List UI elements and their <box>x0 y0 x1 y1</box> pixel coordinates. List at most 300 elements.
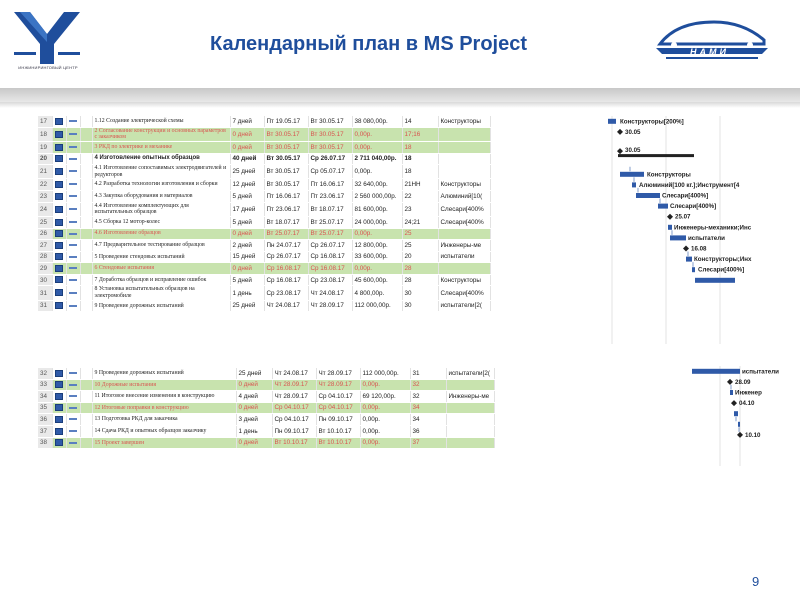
mode-cell <box>66 414 80 426</box>
mode-cell <box>66 251 80 263</box>
task-predecessors: 25 <box>402 228 438 240</box>
task-start: Пт 16.06.17 <box>264 191 308 203</box>
task-cost: 32 640,00р. <box>352 179 402 191</box>
spacer-cell <box>80 202 92 216</box>
mode-cell <box>66 425 80 437</box>
spacer-cell <box>80 414 92 426</box>
row-id: 36 <box>38 414 52 426</box>
task-predecessors: 18 <box>402 165 438 179</box>
task-start: Вт 30.05.17 <box>264 179 308 191</box>
task-predecessors: 37 <box>410 437 446 449</box>
car-logo-icon <box>652 14 772 76</box>
mode-cell <box>66 437 80 449</box>
task-row[interactable] <box>38 251 490 263</box>
spacer-cell <box>80 425 92 437</box>
task-name: 5 Проведение стендовых испытаний <box>92 251 230 263</box>
task-mode-icon <box>69 440 77 446</box>
task-name: 13 Подготовка РКД для заказчика <box>92 414 236 426</box>
task-mode-icon <box>69 181 77 187</box>
gantt-label: Конструкторы;Инх <box>694 256 752 264</box>
task-grid-icon <box>55 131 63 138</box>
row-id: 32 <box>38 368 52 379</box>
task-duration: 12 дней <box>230 179 264 191</box>
header-band-shadow <box>0 102 800 108</box>
indicator-cell <box>52 414 66 426</box>
spacer-cell <box>80 379 92 391</box>
mode-cell <box>66 286 80 300</box>
row-id: 31 <box>38 286 52 300</box>
mode-cell <box>66 402 80 414</box>
task-cost: 0,00р. <box>360 414 410 426</box>
mode-cell <box>66 300 80 312</box>
task-start: Вт 25.07.17 <box>264 228 308 240</box>
logo-brand-text: НАМИ <box>690 47 729 57</box>
task-start: Пт 23.06.17 <box>264 202 308 216</box>
mode-cell <box>66 391 80 403</box>
mode-cell <box>66 274 80 286</box>
task-cost: 2 560 000,00р. <box>352 191 402 203</box>
row-id: 28 <box>38 251 52 263</box>
task-resources: испытатели <box>438 251 490 263</box>
task-resources: испытатели[2( <box>438 300 490 312</box>
task-start: Пт 19.05.17 <box>264 116 308 127</box>
task-duration: 25 дней <box>236 368 272 379</box>
indicator-cell <box>52 402 66 414</box>
task-cost: 0,00р. <box>352 263 402 275</box>
task-name: 3 РКД по электрике и механике <box>92 141 230 153</box>
row-id: 35 <box>38 402 52 414</box>
task-start: Чт 28.09.17 <box>272 391 316 403</box>
task-row[interactable] <box>38 141 490 153</box>
gantt-label: Алюминий[100 кг.];Инструмент[4 <box>639 181 740 189</box>
gantt-label: Конструкторы[200%] <box>620 118 684 126</box>
task-resources: Конструкторы <box>438 274 490 286</box>
task-name: 8 Установка испытательных образцов на электромобиле <box>92 286 230 300</box>
indicator-cell <box>52 116 66 127</box>
row-id: 30 <box>38 274 52 286</box>
spacer-cell <box>80 216 92 228</box>
task-row[interactable] <box>38 300 490 312</box>
mode-cell <box>66 368 80 379</box>
task-cost: 0,00р. <box>360 437 410 449</box>
spacer-cell <box>80 437 92 449</box>
mode-cell <box>66 191 80 203</box>
task-cost: 0,00р. <box>360 425 410 437</box>
indicator-cell <box>52 274 66 286</box>
row-id: 23 <box>38 191 52 203</box>
task-grid-icon <box>55 428 63 435</box>
task-resources <box>438 263 490 275</box>
task-name: 11 Итоговое внесение изменения в конструкцию <box>92 391 236 403</box>
task-resources <box>438 165 490 179</box>
task-start: Вт 30.05.17 <box>264 153 308 165</box>
logo-y-icon <box>10 8 84 66</box>
task-finish: Чт 24.08.17 <box>308 286 352 300</box>
task-cost: 0,00р. <box>360 402 410 414</box>
gantt-bar <box>632 182 636 187</box>
task-start: Ср 04.10.17 <box>272 402 316 414</box>
task-row[interactable] <box>38 274 490 286</box>
task-name: 4.1 Изготовление сопоставимых электродвигателей и редукторов <box>92 165 230 179</box>
task-name: 4.5 Сборка 12 мотор-колес <box>92 216 230 228</box>
task-row[interactable] <box>38 379 494 391</box>
task-duration: 0 дней <box>236 379 272 391</box>
task-duration: 5 дней <box>230 216 264 228</box>
task-name: 10 Дорожные испытания <box>92 379 236 391</box>
gantt-milestone <box>617 129 623 135</box>
task-mode-icon <box>69 370 77 376</box>
task-predecessors: 30 <box>402 300 438 312</box>
spacer-cell <box>80 165 92 179</box>
task-duration: 25 дней <box>230 165 264 179</box>
gantt-bar <box>668 225 672 230</box>
task-row[interactable] <box>38 127 490 141</box>
mode-cell <box>66 127 80 141</box>
task-grid-icon <box>55 118 63 125</box>
task-predecessors: 25 <box>402 240 438 252</box>
header-band <box>0 88 800 102</box>
spacer-cell <box>80 274 92 286</box>
task-name: 4.4 Изготовление комплектующих для испытательных образцов <box>92 202 230 216</box>
gantt-bar <box>695 278 735 283</box>
task-start: Вт 30.05.17 <box>264 141 308 153</box>
task-duration: 0 дней <box>230 263 264 275</box>
task-duration: 40 дней <box>230 153 264 165</box>
task-mode-icon <box>69 242 77 248</box>
task-name: 4.3 Закупка оборудования и материалов <box>92 191 230 203</box>
task-row[interactable] <box>38 263 490 275</box>
task-mode-icon <box>69 156 77 162</box>
task-mode-icon <box>69 416 77 422</box>
task-cost: 24 000,00р. <box>352 216 402 228</box>
task-duration: 0 дней <box>230 228 264 240</box>
task-duration: 15 дней <box>230 251 264 263</box>
gantt-label: Слесари[400%] <box>670 203 717 211</box>
task-row[interactable] <box>38 437 494 449</box>
task-mode-icon <box>69 303 77 309</box>
task-cost: 4 800,00р. <box>352 286 402 300</box>
task-name: 12 Итоговые поправки в конструкцию <box>92 402 236 414</box>
task-grid-icon <box>55 242 63 249</box>
task-cost: 38 080,00р. <box>352 116 402 127</box>
task-row[interactable] <box>38 165 490 179</box>
task-name: 6 Стендовые испытания <box>92 263 230 275</box>
task-finish: Ср 04.10.17 <box>316 391 360 403</box>
task-duration: 17 дней <box>230 202 264 216</box>
task-name: 14 Сдача РКД и опытных образцов заказчику <box>92 425 236 437</box>
indicator-cell <box>52 127 66 141</box>
task-mode-icon <box>69 206 77 212</box>
task-row[interactable] <box>38 240 490 252</box>
task-resources: Слесари[400% <box>438 216 490 228</box>
gantt-bar <box>692 369 740 374</box>
row-id: 18 <box>38 127 52 141</box>
task-mode-icon <box>69 393 77 399</box>
task-mode-icon <box>69 290 77 296</box>
gantt-label: Слесари[400%] <box>698 266 745 274</box>
task-grid-icon <box>55 168 63 175</box>
task-row[interactable] <box>38 286 490 300</box>
task-predecessors: 17;16 <box>402 127 438 141</box>
task-duration: 1 день <box>236 425 272 437</box>
task-duration: 25 дней <box>230 300 264 312</box>
task-finish: Пт 23.06.17 <box>308 191 352 203</box>
task-cost: 12 800,00р. <box>352 240 402 252</box>
task-start: Ср 26.07.17 <box>264 251 308 263</box>
task-predecessors: 34 <box>410 414 446 426</box>
gantt-chart-top <box>550 116 762 344</box>
indicator-cell <box>52 141 66 153</box>
task-finish: Вт 25.07.17 <box>308 216 352 228</box>
task-grid-icon <box>55 276 63 283</box>
indicator-cell <box>52 300 66 312</box>
gantt-bar <box>670 235 686 240</box>
task-row[interactable] <box>38 202 490 216</box>
indicator-cell <box>52 191 66 203</box>
task-finish: Ср 04.10.17 <box>316 402 360 414</box>
row-id: 19 <box>38 141 52 153</box>
gantt-label: Инженеры-механики;Инс <box>674 224 752 232</box>
gantt-label: 25.07 <box>675 213 691 221</box>
task-duration: 3 дней <box>236 414 272 426</box>
task-row[interactable] <box>38 425 494 437</box>
task-row[interactable] <box>38 368 494 379</box>
task-grid-icon <box>55 370 63 377</box>
task-start: Чт 28.09.17 <box>272 379 316 391</box>
task-grid-icon <box>55 230 63 237</box>
task-cost: 81 600,00р. <box>352 202 402 216</box>
task-duration: 1 день <box>230 286 264 300</box>
gantt-label: 04.10 <box>739 400 755 408</box>
gantt-milestone <box>727 379 733 385</box>
task-cost: 0,00р. <box>352 165 402 179</box>
task-predecessors: 32 <box>410 379 446 391</box>
task-duration: 4 дней <box>236 391 272 403</box>
task-mode-icon <box>69 193 77 199</box>
page-title: Календарный план в MS Project <box>210 33 528 55</box>
task-grid-icon <box>55 206 63 213</box>
task-start: Чт 24.08.17 <box>272 368 316 379</box>
spacer-cell <box>80 300 92 312</box>
task-start: Вт 10.10.17 <box>272 437 316 449</box>
task-duration: 5 дней <box>230 191 264 203</box>
row-id: 33 <box>38 379 52 391</box>
task-cost: 0,00р. <box>352 141 402 153</box>
gantt-label: Конструкторы <box>647 171 691 179</box>
logo-caption: ИНЖИНИРИНГОВЫЙ ЦЕНТР <box>18 65 78 70</box>
gantt-summary-bar <box>618 154 694 157</box>
task-row[interactable] <box>38 228 490 240</box>
row-id: 22 <box>38 179 52 191</box>
task-mode-icon <box>69 219 77 225</box>
indicator-cell <box>52 228 66 240</box>
task-mode-icon <box>69 131 77 137</box>
gantt-bar <box>686 257 692 262</box>
mode-cell <box>66 228 80 240</box>
table-gap <box>38 343 520 363</box>
row-id: 24 <box>38 202 52 216</box>
task-predecessors: 22 <box>402 191 438 203</box>
task-table-bottom <box>38 368 495 449</box>
gantt-label: 30.05 <box>625 128 641 136</box>
task-predecessors: 21НН <box>402 179 438 191</box>
row-id: 31 <box>38 300 52 312</box>
gantt-milestone <box>617 148 623 154</box>
task-resources: испытатели[2( <box>446 368 494 379</box>
gantt-bar <box>692 267 695 272</box>
task-finish: Ср 26.07.17 <box>308 153 352 165</box>
task-name: 9 Проведение дорожных испытаний <box>92 300 230 312</box>
spacer-cell <box>80 251 92 263</box>
indicator-cell <box>52 202 66 216</box>
task-cost: 45 600,00р. <box>352 274 402 286</box>
mode-cell <box>66 216 80 228</box>
task-resources <box>446 437 494 449</box>
task-row[interactable] <box>38 179 490 191</box>
row-id: 20 <box>38 153 52 165</box>
task-predecessors: 32 <box>410 391 446 403</box>
task-start: Ср 04.10.17 <box>272 414 316 426</box>
task-mode-icon <box>69 118 77 124</box>
row-id: 34 <box>38 391 52 403</box>
gantt-label: 16.08 <box>691 245 707 253</box>
task-finish: Вт 10.10.17 <box>316 437 360 449</box>
gantt-bar <box>658 204 668 209</box>
task-table-top <box>38 116 491 312</box>
task-mode-icon <box>69 382 77 388</box>
task-name: 2 Согласование конструкции и основных параметров с заказчиком <box>92 127 230 141</box>
spacer-cell <box>80 240 92 252</box>
task-mode-icon <box>69 428 77 434</box>
task-finish: Чт 28.09.17 <box>316 368 360 379</box>
task-cost: 112 000,00р. <box>360 368 410 379</box>
task-row[interactable] <box>38 402 494 414</box>
row-id: 25 <box>38 216 52 228</box>
gantt-label: испытатели <box>742 368 779 376</box>
task-start: Пн 09.10.17 <box>272 425 316 437</box>
gantt-bar <box>734 411 738 416</box>
task-mode-icon <box>69 168 77 174</box>
gantt-label: 10.10 <box>745 431 761 439</box>
task-row[interactable] <box>38 414 494 426</box>
task-row[interactable] <box>38 191 490 203</box>
task-grid-icon <box>55 193 63 200</box>
task-cost: 112 000,00р. <box>352 300 402 312</box>
spacer-cell <box>80 368 92 379</box>
gantt-milestone <box>731 400 737 406</box>
task-grid-icon <box>55 302 63 309</box>
task-predecessors: 28 <box>402 263 438 275</box>
task-cost: 0,00р. <box>352 127 402 141</box>
indicator-cell <box>52 153 66 165</box>
task-resources: Инженеры-ме <box>438 240 490 252</box>
gantt-milestone <box>737 432 743 438</box>
indicator-cell <box>52 165 66 179</box>
spacer-cell <box>80 402 92 414</box>
task-mode-icon <box>69 405 77 411</box>
spacer-cell <box>80 391 92 403</box>
row-id: 37 <box>38 425 52 437</box>
task-finish: Ср 16.08.17 <box>308 263 352 275</box>
task-cost: 33 600,00р. <box>352 251 402 263</box>
task-finish: Вт 30.05.17 <box>308 116 352 127</box>
company-logo-right <box>652 14 772 76</box>
task-start: Вт 18.07.17 <box>264 216 308 228</box>
task-row[interactable] <box>38 216 490 228</box>
task-finish: Вт 25.07.17 <box>308 228 352 240</box>
row-id: 38 <box>38 437 52 449</box>
task-finish: Пн 09.10.17 <box>316 414 360 426</box>
task-cost: 69 120,00р. <box>360 391 410 403</box>
task-grid-icon <box>55 265 63 272</box>
page-number: 9 <box>752 574 760 589</box>
gantt-label: 28.09 <box>735 378 751 386</box>
gantt-bar <box>620 172 644 177</box>
task-row[interactable] <box>38 116 490 127</box>
task-finish: Вт 30.05.17 <box>308 127 352 141</box>
row-id: 27 <box>38 240 52 252</box>
gantt-label: испытатели <box>688 234 725 242</box>
indicator-cell <box>52 179 66 191</box>
task-name: 1.12 Создание электрической схемы <box>92 116 230 127</box>
row-id: 17 <box>38 116 52 127</box>
task-grid-icon <box>55 289 63 296</box>
task-grid-icon <box>55 219 63 226</box>
task-predecessors: 31 <box>410 368 446 379</box>
gantt-label: Инженер <box>735 389 762 397</box>
task-row[interactable] <box>38 391 494 403</box>
indicator-cell <box>52 368 66 379</box>
task-start: Ср 16.08.17 <box>264 263 308 275</box>
task-predecessors: 36 <box>410 425 446 437</box>
task-finish: Ср 23.08.17 <box>308 274 352 286</box>
gantt-bar <box>738 422 740 427</box>
row-id: 29 <box>38 263 52 275</box>
task-grid-icon <box>55 439 63 446</box>
spacer-cell <box>80 191 92 203</box>
task-grid-icon <box>55 144 63 151</box>
gantt-bar <box>730 390 733 395</box>
task-duration: 7 дней <box>230 116 264 127</box>
task-finish: Вт 30.05.17 <box>308 141 352 153</box>
task-mode-icon <box>69 144 77 150</box>
task-resources: Слесари[400% <box>438 202 490 216</box>
task-duration: 0 дней <box>236 437 272 449</box>
row-id: 21 <box>38 165 52 179</box>
mode-cell <box>66 179 80 191</box>
task-grid-icon <box>55 404 63 411</box>
company-logo-left <box>10 8 84 70</box>
task-duration: 0 дней <box>236 402 272 414</box>
task-predecessors: 28 <box>402 274 438 286</box>
task-start: Вт 30.05.17 <box>264 165 308 179</box>
task-resources <box>438 127 490 141</box>
mode-cell <box>66 263 80 275</box>
gantt-label: 30.05 <box>625 147 641 155</box>
task-predecessors: 30 <box>402 286 438 300</box>
task-mode-icon <box>69 231 77 237</box>
mode-cell <box>66 202 80 216</box>
spacer-cell <box>80 141 92 153</box>
task-start: Пн 24.07.17 <box>264 240 308 252</box>
task-start: Вт 30.05.17 <box>264 127 308 141</box>
task-row[interactable] <box>38 153 490 165</box>
task-name: 4 Изготовление опытных образцов <box>92 153 230 165</box>
spacer-cell <box>80 179 92 191</box>
task-predecessors: 18 <box>402 153 438 165</box>
task-predecessors: 24;21 <box>402 216 438 228</box>
task-predecessors: 18 <box>402 141 438 153</box>
